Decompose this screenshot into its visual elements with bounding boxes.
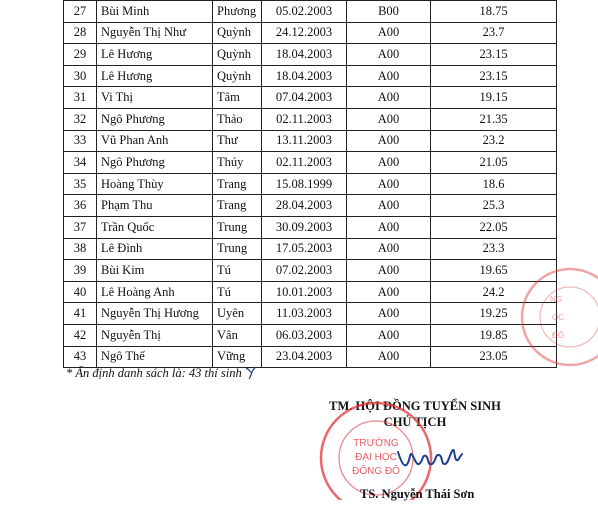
cell-first: Tú	[213, 260, 262, 282]
cell-dob: 23.04.2003	[262, 346, 347, 368]
table-row	[64, 108, 557, 130]
cell-dob: 10.01.2003	[262, 281, 347, 303]
cell-dob: 07.04.2003	[262, 87, 347, 109]
cell-dob: 07.02.2003	[262, 260, 347, 282]
cell-dob: 18.04.2003	[262, 65, 347, 87]
cell-last: Vi Thị	[97, 87, 213, 109]
cell-group: A00	[347, 324, 431, 346]
candidate-table-body	[64, 1, 557, 368]
cell-dob: 05.02.2003	[262, 1, 347, 23]
cell-no: 37	[64, 216, 97, 238]
cell-first: Trung	[213, 216, 262, 238]
cell-group: B00	[347, 1, 431, 23]
cell-dob: 17.05.2003	[262, 238, 347, 260]
cell-first: Quỳnh	[213, 44, 262, 66]
cell-group: A00	[347, 303, 431, 325]
cell-group: A00	[347, 22, 431, 44]
cell-no: 39	[64, 260, 97, 282]
cell-first: Phương	[213, 1, 262, 23]
cell-score: 25.3	[431, 195, 557, 217]
cell-last: Lê Hương	[97, 65, 213, 87]
cell-no: 31	[64, 87, 97, 109]
cell-no: 33	[64, 130, 97, 152]
cell-dob: 13.11.2003	[262, 130, 347, 152]
table-row	[64, 238, 557, 260]
table-row	[64, 195, 557, 217]
svg-text:NG: NG	[550, 295, 562, 304]
table-row	[64, 1, 557, 23]
list-note	[66, 366, 257, 381]
svg-text:ỌC: ỌC	[552, 313, 564, 322]
cell-group: A00	[347, 260, 431, 282]
cell-score: 18.75	[431, 1, 557, 23]
seal-line-3: ĐÔNG ĐÔ	[352, 466, 400, 477]
cell-dob: 15.08.1999	[262, 173, 347, 195]
table-row	[64, 87, 557, 109]
cell-first: Quỳnh	[213, 65, 262, 87]
list-note-text: * Ấn định danh sách là: 43 thí sinh	[66, 366, 242, 380]
cell-score: 19.85	[431, 324, 557, 346]
cell-last: Ngô Phương	[97, 152, 213, 174]
cell-score: 23.7	[431, 22, 557, 44]
cell-first: Uyên	[213, 303, 262, 325]
cell-score: 22.05	[431, 216, 557, 238]
cell-last: Nguyễn Thị Hương	[97, 303, 213, 325]
initials-mark-icon	[245, 366, 257, 380]
table-row	[64, 260, 557, 282]
cell-group: A00	[347, 195, 431, 217]
cell-group: A00	[347, 44, 431, 66]
cell-first: Vững	[213, 346, 262, 368]
cell-score: 23.15	[431, 65, 557, 87]
cell-first: Thúy	[213, 152, 262, 174]
cell-group: A00	[347, 173, 431, 195]
cell-first: Tâm	[213, 87, 262, 109]
cell-first: Thư	[213, 130, 262, 152]
cell-last: Lê Đình	[97, 238, 213, 260]
cell-last: Trần Quốc	[97, 216, 213, 238]
cell-no: 40	[64, 281, 97, 303]
cell-score: 23.3	[431, 238, 557, 260]
cell-first: Trang	[213, 195, 262, 217]
cell-group: A00	[347, 238, 431, 260]
cell-last: Lê Hoàng Anh	[97, 281, 213, 303]
cell-last: Vũ Phan Anh	[97, 130, 213, 152]
cell-last: Nguyễn Thị	[97, 324, 213, 346]
cell-last: Bùi Kim	[97, 260, 213, 282]
cell-first: Trang	[213, 173, 262, 195]
council-chair: CHỦ TỊCH	[383, 415, 447, 429]
cell-score: 19.15	[431, 87, 557, 109]
cell-last: Nguyễn Thị Như	[97, 22, 213, 44]
cell-last: Bùi Minh	[97, 1, 213, 23]
cell-group: A00	[347, 216, 431, 238]
cell-first: Trung	[213, 238, 262, 260]
table-row	[64, 346, 557, 368]
cell-score: 23.2	[431, 130, 557, 152]
council-title: TM. HỘI ĐỒNG TUYỂN SINH	[329, 399, 501, 413]
cell-last: Phạm Thu	[97, 195, 213, 217]
table-row	[64, 324, 557, 346]
cell-score: 21.05	[431, 152, 557, 174]
cell-dob: 28.04.2003	[262, 195, 347, 217]
chairman-signature	[395, 440, 465, 476]
table-row	[64, 303, 557, 325]
cell-score: 21.35	[431, 108, 557, 130]
cell-first: Tú	[213, 281, 262, 303]
cell-score: 18.6	[431, 173, 557, 195]
table-row	[64, 130, 557, 152]
cell-last: Lê Hương	[97, 44, 213, 66]
cell-last: Hoàng Thùy	[97, 173, 213, 195]
cell-no: 32	[64, 108, 97, 130]
cell-score: 23.15	[431, 44, 557, 66]
cell-dob: 02.11.2003	[262, 108, 347, 130]
cell-last: Ngô Phương	[97, 108, 213, 130]
signer-name: TS. Nguyễn Thái Sơn	[360, 487, 475, 501]
cell-score: 23.05	[431, 346, 557, 368]
cell-no: 27	[64, 1, 97, 23]
table-row	[64, 152, 557, 174]
cell-no: 34	[64, 152, 97, 174]
seal-line-2: ĐẠI HỌC	[355, 452, 397, 463]
table-row	[64, 44, 557, 66]
cell-group: A00	[347, 152, 431, 174]
cell-dob: 30.09.2003	[262, 216, 347, 238]
cell-group: A00	[347, 130, 431, 152]
cell-score: 24.2	[431, 281, 557, 303]
table-row	[64, 173, 557, 195]
cell-no: 38	[64, 238, 97, 260]
cell-group: A00	[347, 281, 431, 303]
cell-first: Thảo	[213, 108, 262, 130]
cell-group: A00	[347, 65, 431, 87]
cell-dob: 11.03.2003	[262, 303, 347, 325]
cell-no: 29	[64, 44, 97, 66]
cell-dob: 06.03.2003	[262, 324, 347, 346]
table-row	[64, 65, 557, 87]
table-row	[64, 281, 557, 303]
candidate-table	[63, 0, 557, 368]
table-row	[64, 22, 557, 44]
partial-seal-stamp	[510, 262, 598, 372]
cell-no: 35	[64, 173, 97, 195]
cell-first: Quỳnh	[213, 22, 262, 44]
cell-no: 36	[64, 195, 97, 217]
cell-no: 43	[64, 346, 97, 368]
cell-no: 28	[64, 22, 97, 44]
table-row	[64, 216, 557, 238]
cell-dob: 24.12.2003	[262, 22, 347, 44]
cell-score: 19.25	[431, 303, 557, 325]
cell-no: 30	[64, 65, 97, 87]
seal-line-1: TRƯỜNG	[353, 438, 399, 449]
cell-last: Ngô Thế	[97, 346, 213, 368]
svg-text:ĐÔ: ĐÔ	[552, 331, 564, 340]
cell-dob: 18.04.2003	[262, 44, 347, 66]
cell-no: 42	[64, 324, 97, 346]
cell-group: A00	[347, 346, 431, 368]
cell-dob: 02.11.2003	[262, 152, 347, 174]
cell-group: A00	[347, 108, 431, 130]
cell-group: A00	[347, 87, 431, 109]
cell-first: Vân	[213, 324, 262, 346]
cell-no: 41	[64, 303, 97, 325]
cell-score: 19.65	[431, 260, 557, 282]
